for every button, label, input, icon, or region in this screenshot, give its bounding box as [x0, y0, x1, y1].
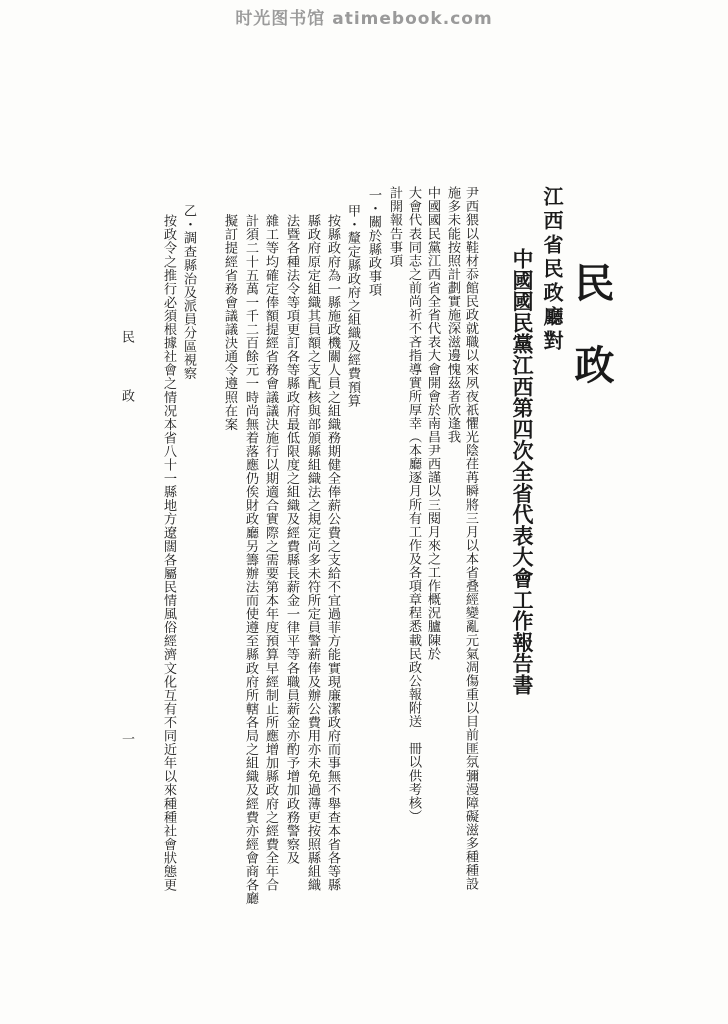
intro-line-2: 施多未能按照計劃實施深滋邊愧茲者欣逢我 — [445, 186, 460, 444]
intro-line-5: 計開報告事項 — [387, 186, 402, 268]
paragraph-a-line-4: 雜工等均確定俸額提經省務會議議決施行以期適合實際之需要第本年度預算早經制止所應增加縣政府之經費全年合 — [263, 214, 278, 892]
paragraph-a-line-6: 擬訂提經省務會議議決通令遵照在案 — [222, 214, 237, 431]
paragraph-a-line-5: 計須二十五萬一千二百餘元一時尚無着落應仍俟財政廳另籌辦法而使遵至縣政府所轄各局之組織及經費亦經會商各廳 — [243, 214, 258, 906]
paragraph-a-line-3: 法暨各種法令等項更訂各等縣政府最低限度之組織及經費縣長薪金一律平等各職員薪金亦酌予增加政務警察及 — [284, 214, 299, 865]
footer-section-label: 民政 — [119, 330, 134, 448]
page-number: 一 — [119, 732, 134, 745]
heading-1: 一・關於縣政事項 — [366, 188, 381, 297]
subheading-b: 乙・調查縣治及派員分區視察 — [181, 204, 196, 381]
paragraph-b-line-1: 按政令之推行必須根據社會之情况本省八十一縣地方遼闊各屬民情風俗經濟文化互有不同近年以來種種社會狀態更 — [161, 214, 176, 892]
department-label: 江西省民政廳對 — [540, 186, 564, 354]
section-title: 民政 — [568, 262, 615, 426]
report-title: 中國國民黨江西第四次全省代表大會工作報告書 — [510, 248, 535, 696]
intro-line-1: 尹西猥以鞋材忝館民政就職以來夙夜祇懼光陰荏苒瞬將三月以本省叠經變亂元氣凋傷重以目前匪氛彌漫障礙滋多種種設 — [463, 186, 478, 891]
paragraph-a-line-2: 縣政府原定組織其員額之支配核與部頒縣組織法之規定尚多未符所定員警薪俸及辦公費用亦未免過薄更按照縣組織 — [305, 214, 320, 892]
intro-line-4: 大會代表同志之前尚祈不吝指導實所厚幸（本廳逐月所有工作及各項章程悉載民政公報附送 冊以供考核） — [406, 186, 421, 823]
subheading-a: 甲・釐定縣政府之組織及經費預算 — [345, 204, 360, 408]
paragraph-a-line-1: 按縣政府為一縣施政機關人員之組織務期健全俸薪公費之支給不宜過菲方能實現廉潔政府而事無不舉查本省各等縣 — [325, 214, 340, 892]
watermark: 时光图书馆 atimebook.com — [235, 9, 493, 29]
intro-line-3: 中國國民黨江西省全省代表大會開會於南昌尹西謹以三閱月來之工作概況臚陳於 — [425, 186, 440, 661]
